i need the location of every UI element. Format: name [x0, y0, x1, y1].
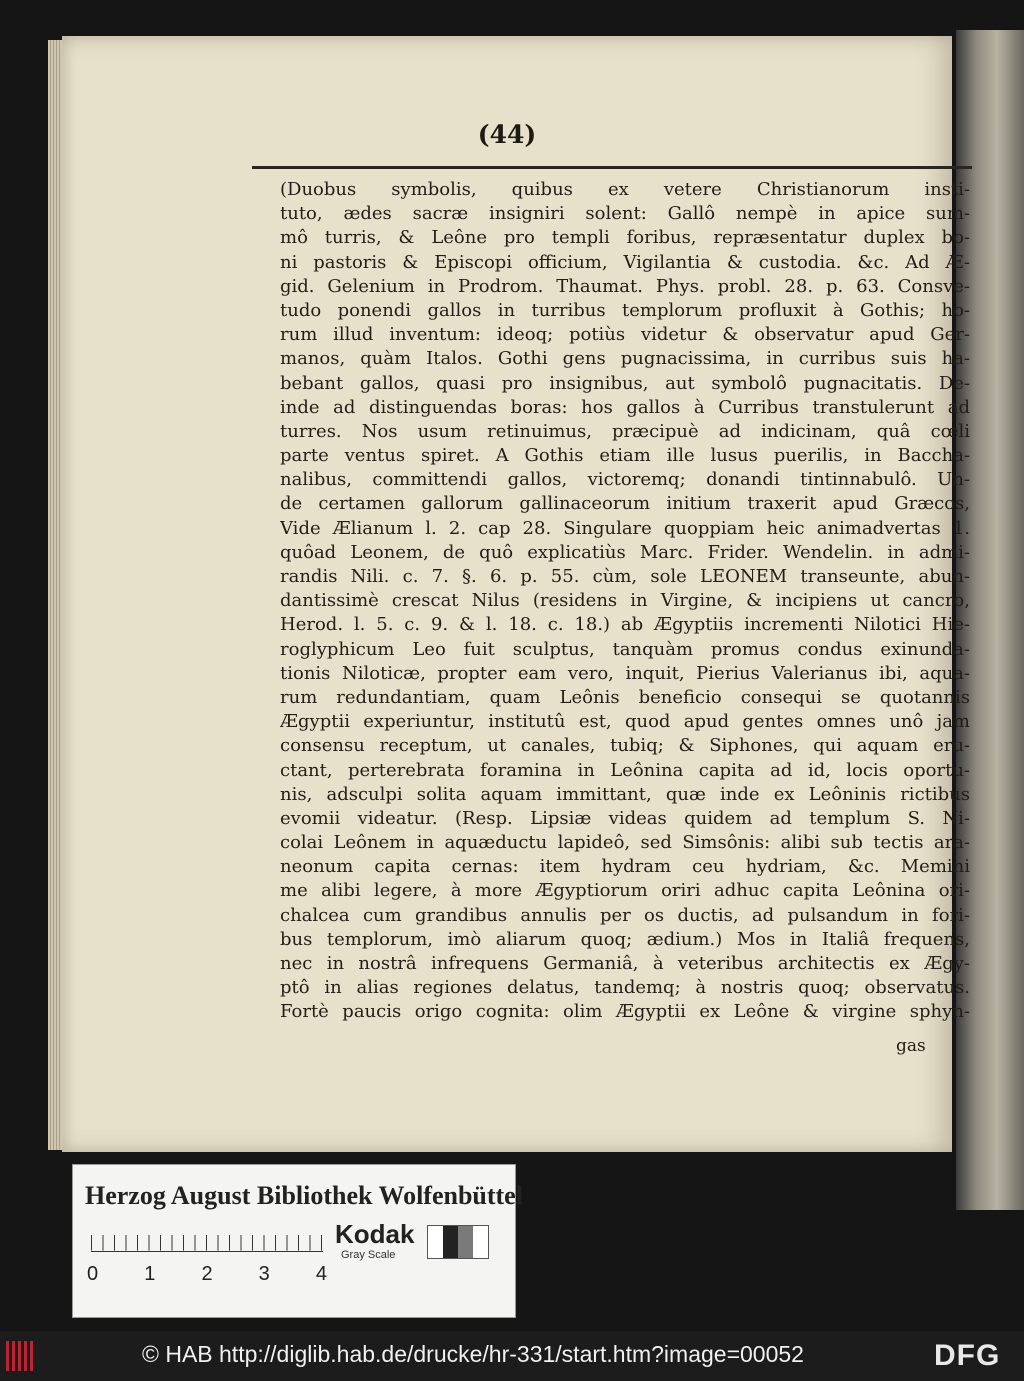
- text-line: ctant, perterebrata foramina in Leônina capita ad id, locis oportu-: [280, 759, 970, 781]
- page-number: (44): [477, 120, 537, 149]
- text-line: me alibi legere, à more Ægyptiorum oriri adhuc capita Leônina ori-: [280, 880, 970, 902]
- text-line: ni pastoris & Episcopi officium, Vigilantia & custodia. &c. Ad Æ-: [280, 251, 970, 273]
- gray-patch: [473, 1226, 488, 1258]
- text-line: tionis Niloticæ, propter eam vero, inquit, Pierius Valerianus ibi, aqua-: [280, 662, 970, 684]
- kodak-logo: Kodak: [335, 1219, 415, 1249]
- text-line: rum illud inventum: ideoq; potiùs videtur & observatur apud Ger-: [280, 324, 970, 346]
- text-line: Fortè paucis origo cognita: olim Ægyptii ex Leône & virgine sphyn-: [280, 1001, 970, 1023]
- scale-number: 2: [201, 1263, 213, 1285]
- gray-patch: [443, 1226, 458, 1258]
- text-line: gid. Gelenium in Prodrom. Thaumat. Phys. probl. 28. p. 63. Consve-: [280, 275, 970, 297]
- text-line: mô turris, & Leône pro templi foribus, repræsentatur duplex bo-: [280, 227, 970, 249]
- text-line: nec in nostrâ infrequens Germaniâ, à veteribus architectis ex Ægy-: [280, 953, 970, 974]
- gray-patch: [458, 1226, 473, 1258]
- text-line: chalcea cum grandibus annulis per os ductis, ad pulsandum in fori-: [280, 904, 970, 926]
- text-line: inde ad distinguendas boras: hos gallos à Curribus transtulerunt ad: [280, 396, 970, 418]
- scale-number: 4: [315, 1263, 327, 1285]
- text-line: bebant gallos, quasi pro insignibus, aut symbolô pugnacitatis. De-: [280, 372, 970, 394]
- hab-logo-icon: [6, 1341, 36, 1371]
- text-line: parte ventus spiret. A Gothis etiam ille lusus puerilis, in Baccha-: [280, 445, 970, 467]
- text-line: neonum capita cernas: item hydram ceu hydriam, &c. Memini: [280, 856, 970, 878]
- gray-patch: [428, 1226, 443, 1258]
- text-line: de certamen gallorum gallinaceorum initium traxerit apud Græcos,: [280, 493, 970, 515]
- text-line: randis Nili. c. 7. §. 6. p. 55. cùm, sole LEONEM transeunte, abun-: [280, 566, 970, 587]
- copyright-link[interactable]: © HAB http://diglib.hab.de/drucke/hr-331/start.htm?image=00052: [142, 1341, 804, 1367]
- dfg-logo: DFG: [934, 1339, 1001, 1372]
- text-line: rum redundantiam, quam Leônis beneficio consequi se quotannis: [280, 686, 970, 708]
- text-line: (Duobus symbolis, quibus ex vetere Christianorum insti-: [280, 179, 970, 200]
- book-page: [62, 36, 970, 1152]
- scale-ruler: [91, 1225, 323, 1252]
- scale-numbers: [87, 1263, 327, 1286]
- gray-scale-label: Gray Scale: [341, 1249, 396, 1261]
- scale-number: 3: [258, 1263, 270, 1285]
- library-name: Herzog August Bibliothek Wolfenbüttel: [85, 1181, 523, 1210]
- gray-scale-patches: [427, 1225, 489, 1259]
- catchword: gas: [896, 1036, 926, 1056]
- text-line: bus templorum, imò aliarum quoq; ædium.) Mos in Italiâ frequens,: [280, 928, 970, 950]
- text-line: tudo ponendi gallos in turribus templorum profluxit à Gothis; ho-: [280, 299, 970, 321]
- text-line: Vide Ælianum l. 2. cap 28. Singulare quoppiam heic animadvertas 1.: [280, 517, 970, 539]
- header-rule: [252, 166, 972, 169]
- text-line: Herod. l. 5. c. 9. & l. 18. c. 18.) ab Ægyptiis incrementi Nilotici Hie-: [280, 614, 970, 636]
- scale-number: 1: [144, 1263, 156, 1285]
- text-line: quôad Leonem, de quô explicatiùs Marc. Frider. Wendelin. in admi-: [280, 541, 970, 563]
- text-line: consensu receptum, ut canales, tubiq; & Siphones, qui aquam eru-: [280, 735, 970, 757]
- library-color-card: [72, 1164, 523, 1318]
- body-text: [280, 178, 970, 1025]
- text-line: ptô in alias regiones delatus, tandemq; à nostris quoq; observatus.: [280, 977, 970, 999]
- text-line: evomii videatur. (Resp. Lipsiæ videas quidem ad templum S. Ni-: [280, 807, 970, 829]
- text-line: Ægyptii experiuntur, institutû est, quod apud gentes omnes unô jam: [280, 711, 970, 733]
- text-line: roglyphicum Leo fuit sculptus, tanquàm promus condus exinunda-: [280, 638, 970, 660]
- footer-bar: [0, 1331, 1024, 1381]
- scale-number: 0: [87, 1263, 99, 1285]
- text-line: nis, adsculpi solita aquam immittant, quæ inde ex Leôninis rictibus: [280, 783, 970, 805]
- text-line: turres. Nos usum retinuimus, præcipuè ad indicinam, quâ cœli: [280, 420, 970, 442]
- text-line: tuto, ædes sacræ insigniri solent: Gallô nempè in apice sum-: [280, 203, 970, 225]
- text-line: manos, quàm Italos. Gothi gens pugnacissima, in curribus suis ha-: [280, 348, 970, 370]
- text-line: colai Leônem in aquæductu lapideô, sed Simsônis: alibi sub tectis ara-: [280, 832, 970, 854]
- text-line: dantissimè crescat Nilus (residens in Virgine, & incipiens ut cancro,: [280, 590, 970, 612]
- text-line: nalibus, committendi gallos, victoremq; donandi tintinnabulô. Un-: [280, 469, 970, 491]
